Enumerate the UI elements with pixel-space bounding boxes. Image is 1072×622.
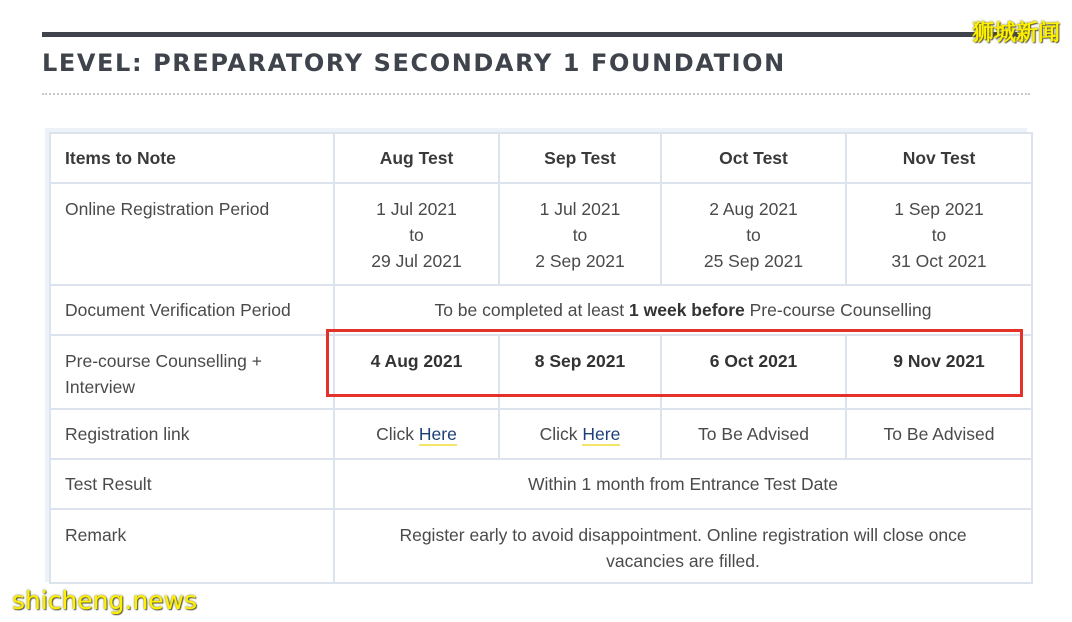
- highlight-box: [326, 329, 1023, 397]
- row-label-registration-link: Registration link: [51, 410, 333, 458]
- row-label-test-result: Test Result: [51, 460, 333, 508]
- registration-here-link[interactable]: Here: [582, 424, 621, 444]
- registration-period-sep: [500, 184, 660, 284]
- period-start: 1 Jul 2021: [539, 199, 621, 219]
- table-row-remark: [51, 510, 1031, 582]
- registration-period-aug: [335, 184, 498, 284]
- document-verification-value: [335, 286, 1031, 334]
- watermark-top: 狮城新闻: [971, 21, 1060, 46]
- table-row-registration-link: [51, 410, 1031, 458]
- registration-period-oct: [662, 184, 845, 284]
- table-row-document-verification: [51, 286, 1031, 334]
- counselling-date-sep: 8 Sep 2021: [500, 336, 660, 408]
- counselling-date-aug: 4 Aug 2021: [335, 336, 498, 408]
- watermark-bottom: shicheng.news: [12, 586, 198, 615]
- header-oct-test: Oct Test: [662, 134, 845, 182]
- registration-link-oct: To Be Advised: [662, 410, 845, 458]
- period-start: 1 Sep 2021: [894, 199, 984, 219]
- page-title: LEVEL: PREPARATORY SECONDARY 1 FOUNDATION: [42, 49, 786, 77]
- period-connector: to: [572, 225, 588, 245]
- row-label-remark: Remark: [51, 510, 333, 582]
- row-label-document-verification: Document Verification Period: [51, 286, 333, 334]
- period-end: 31 Oct 2021: [891, 251, 987, 271]
- period-start: 1 Jul 2021: [376, 199, 457, 219]
- registration-link-aug: [335, 410, 498, 458]
- row-label-online-registration: Online Registration Period: [51, 184, 333, 284]
- dotted-divider: [42, 93, 1030, 95]
- period-end: 2 Sep 2021: [535, 251, 625, 271]
- row-label-counselling: [51, 336, 333, 408]
- test-result-value: Within 1 month from Entrance Test Date: [335, 460, 1031, 508]
- counselling-date-nov: 9 Nov 2021: [847, 336, 1031, 408]
- link-prefix: Click: [539, 424, 583, 444]
- header-aug-test: Aug Test: [335, 134, 498, 182]
- header-sep-test: Sep Test: [500, 134, 660, 182]
- counselling-date-oct: 6 Oct 2021: [662, 336, 845, 408]
- header-nov-test: Nov Test: [847, 134, 1031, 182]
- registration-link-nov: To Be Advised: [847, 410, 1031, 458]
- remark-value: [335, 510, 1031, 582]
- period-connector: to: [746, 225, 761, 245]
- table-header-row: [51, 134, 1031, 182]
- counselling-label-line2: Interview: [65, 377, 136, 397]
- counselling-label-line1: Pre-course Counselling +: [65, 351, 262, 371]
- top-rule: [42, 32, 1030, 37]
- registration-here-link[interactable]: Here: [418, 424, 457, 444]
- table-row-test-result: [51, 460, 1031, 508]
- period-connector: to: [931, 225, 947, 245]
- period-end: 29 Jul 2021: [371, 251, 462, 271]
- remark-line2: vacancies are filled.: [606, 551, 760, 571]
- verification-text-after: Pre-course Counselling: [744, 300, 932, 320]
- table-row-online-registration: [51, 184, 1031, 284]
- period-end: 25 Sep 2021: [703, 251, 804, 271]
- header-items-to-note: Items to Note: [51, 134, 333, 182]
- period-start: 2 Aug 2021: [709, 199, 798, 219]
- link-prefix: Click: [376, 424, 419, 444]
- registration-link-sep: [500, 410, 660, 458]
- registration-period-nov: [847, 184, 1031, 284]
- period-connector: to: [409, 225, 424, 245]
- verification-text-before: To be completed at least: [434, 300, 630, 320]
- remark-line1: Register early to avoid disappointment. Online registration will close once: [399, 525, 967, 545]
- verification-text-bold: 1 week before: [629, 300, 745, 320]
